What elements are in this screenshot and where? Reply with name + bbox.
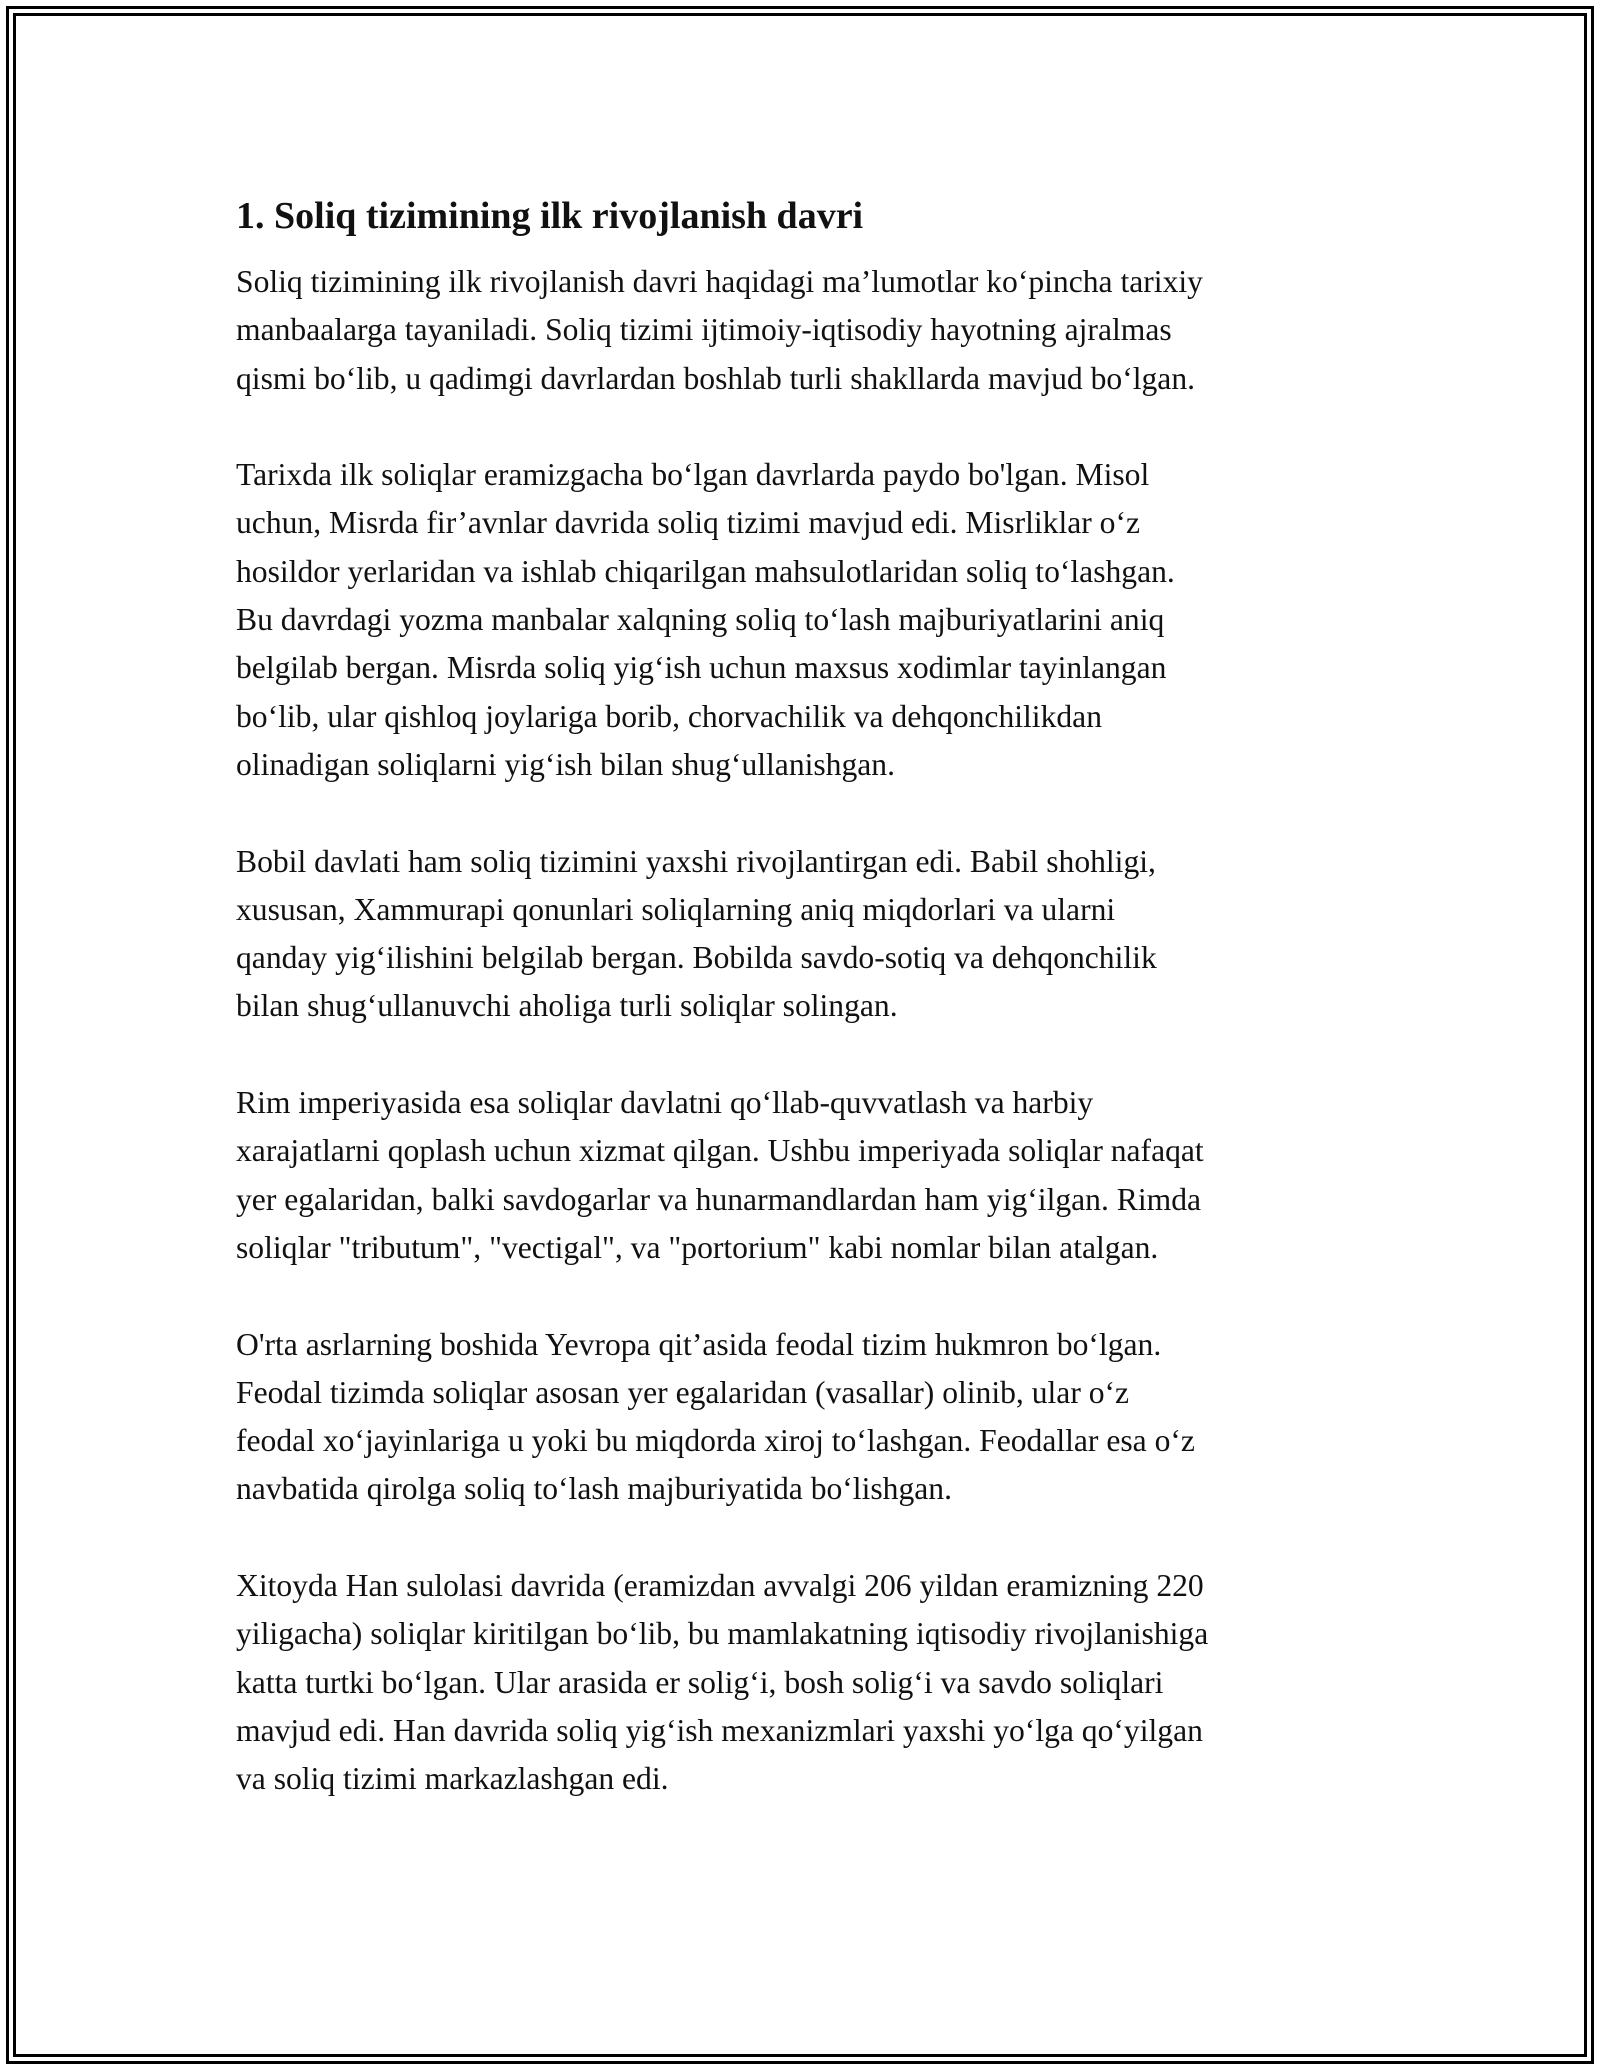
paragraph-introduction: Soliq tizimining ilk rivojlanish davri haqidagi ma’lumotlar ko‘pincha tarixiy manbaalarga tayaniladi. Soliq tizimi ijtimoiy-iqtisodiy hayotning ajralmas qismi bo‘lib, u qadimgi davrlardan boshlab turli shakllarda mavjud bo‘lgan. bbox=[236, 264, 1203, 396]
paragraph-feudal-europe: O'rta asrlarning boshida Yevropa qit’asida feodal tizim hukmron bo‘lgan. Feodal tizimda soliqlar asosan yer egalaridan (vasallar) olinib, ular o‘z feodal xo‘jayinlariga u yoki bu miqdorda xiroj to‘lashgan. Feodallar esa o‘z navbatida qirolga soliq to‘lash majburiyatida bo‘lishgan. bbox=[236, 1326, 1195, 1507]
document-body bbox=[236, 188, 1366, 1852]
paragraph-rome: Rim imperiyasida esa soliqlar davlatni qo‘llab-quvvatlash va harbiy xarajatlarni qoplash uchun xizmat qilgan. Ushbu imperiyada soliqlar nafaqat yer egalaridan, balki savdogarlar va hunarmandlardan ham yig‘ilgan. Rimda soliqlar "tributum", "vectigal", va "portorium" kabi nomlar bilan atalgan. bbox=[236, 1085, 1204, 1265]
paragraph-egypt: Tarixda ilk soliqlar eramizgacha bo‘lgan davrlarda paydo bo'lgan. Misol uchun, Misrda fir’avnlar davrida soliq tizimi mavjud edi. Misrliklar o‘z hosildor yerlaridan va ishlab chiqarilgan mahsulotlaridan soliq to‘lashgan. Bu davrdagi yozma manbalar xalqning soliq to‘lash majburiyatlarini aniq belgilab bergan. Misrda soliq yig‘ish uchun maxsus xodimlar tayinlangan bo‘lib, ular qishloq joylariga borib, chorvachilik va dehqonchilikdan olinadigan soliqlarni yig‘ish bilan shug‘ullanishgan. bbox=[236, 457, 1175, 782]
paragraph-han-china: Xitoyda Han sulolasi davrida (eramizdan avvalgi 206 yildan eramizning 220 yiligacha) soliqlar kiritilgan bo‘lib, bu mamlakatning iqtisodiy rivojlanishiga katta turtki bo‘lgan. Ular arasida er solig‘i, bosh solig‘i va savdo soliqlari mavjud edi. Han davrida soliq yig‘ish mexanizmlari yaxshi yo‘lga qo‘yilgan va soliq tizimi markazlashgan edi. bbox=[236, 1568, 1209, 1797]
paragraph-babylon: Bobil davlati ham soliq tizimini yaxshi rivojlantirgan edi. Babil shohligi, xususan, Xammurapi qonunlari soliqlarning aniq miqdorlari va ularni qanday yig‘ilishini belgilab bergan. Bobilda savdo-sotiq va dehqonchilik bilan shug‘ullanuvchi aholiga turli soliqlar solingan. bbox=[236, 843, 1157, 1024]
section-heading: 1. Soliq tizimining ilk rivojlanish davri bbox=[236, 195, 864, 237]
